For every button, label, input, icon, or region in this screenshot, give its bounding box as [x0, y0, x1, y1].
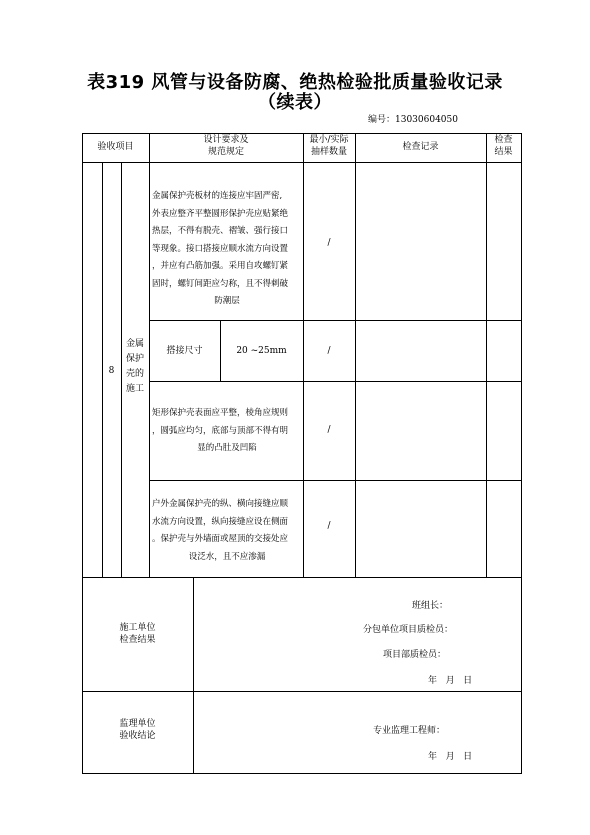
construction-label-line2: 检查结果: [119, 635, 156, 645]
item-2-sample: /: [327, 346, 331, 356]
document-code: 编号：13030604050: [368, 115, 458, 125]
document-subtitle: （续表）: [258, 92, 332, 113]
header-result-line1: 检查: [494, 135, 513, 145]
header-result-line2: 结果: [494, 147, 513, 157]
item-2-value: 20 ~25mm: [236, 346, 287, 356]
dept-inspector-label: 项目部质检员：: [383, 650, 447, 660]
item-4-text: 户外金属保护壳的纵、横向接缝应顺 水流方向设置，纵向接缝应设在侧面 。保护壳与外墙面或屋顶的交接处应 设泛水，且不应渗漏: [152, 499, 289, 562]
category-line4: 施工: [125, 384, 144, 394]
supervision-label-line2: 验收结论: [119, 731, 156, 741]
item-1-sample: /: [327, 238, 331, 248]
item-2-label: 搭接尺寸: [166, 346, 203, 356]
construction-date: 年 月 日: [428, 676, 473, 686]
construction-label-line1: 施工单位: [119, 623, 156, 633]
item-3-text: 矩形保护壳表面应平整，棱角应规则 ，圆弧应均匀，底部与顶部不得有明 显的凸肚及凹陷: [152, 408, 289, 453]
header-design-line2: 规范规定: [207, 147, 244, 157]
header-design-line1: 设计要求及: [203, 135, 249, 145]
item-1-text: 金属保护壳板材的连接应牢固严密, 外表应整齐平整圆形保护壳应贴紧绝 热层，不得有脱壳、褶皱、强行接口 等现象。接口搭接应顺水流方向设置 ，并应有凸筋加强。采用自攻螺钉紧 固时，螺钉间距应匀称，且不得刺破 防潮层: [152, 191, 289, 306]
sub-inspector-label: 分包单位项目质检员：: [363, 625, 454, 635]
row-number: 8: [108, 366, 115, 376]
category-line3: 壳的: [125, 369, 144, 379]
category-line2: 保护: [125, 354, 144, 364]
category-line1: 金属: [125, 339, 144, 349]
team-leader-label: 班组长：: [412, 601, 449, 611]
header-sample-line1: 最小/实际: [309, 135, 349, 145]
item-4-sample: /: [327, 521, 331, 531]
header-item: 验收项目: [97, 142, 134, 152]
supervision-label-line1: 监理单位: [119, 719, 156, 729]
item-3-sample: /: [327, 425, 331, 435]
supervision-date: 年 月 日: [428, 752, 473, 762]
header-sample-line2: 抽样数量: [310, 147, 347, 157]
supervision-engineer-label: 专业监理工程师：: [373, 726, 446, 736]
document-title: 表319 风管与设备防腐、绝热检验批质量验收记录: [87, 72, 503, 93]
header-record: 检查记录: [402, 142, 439, 152]
